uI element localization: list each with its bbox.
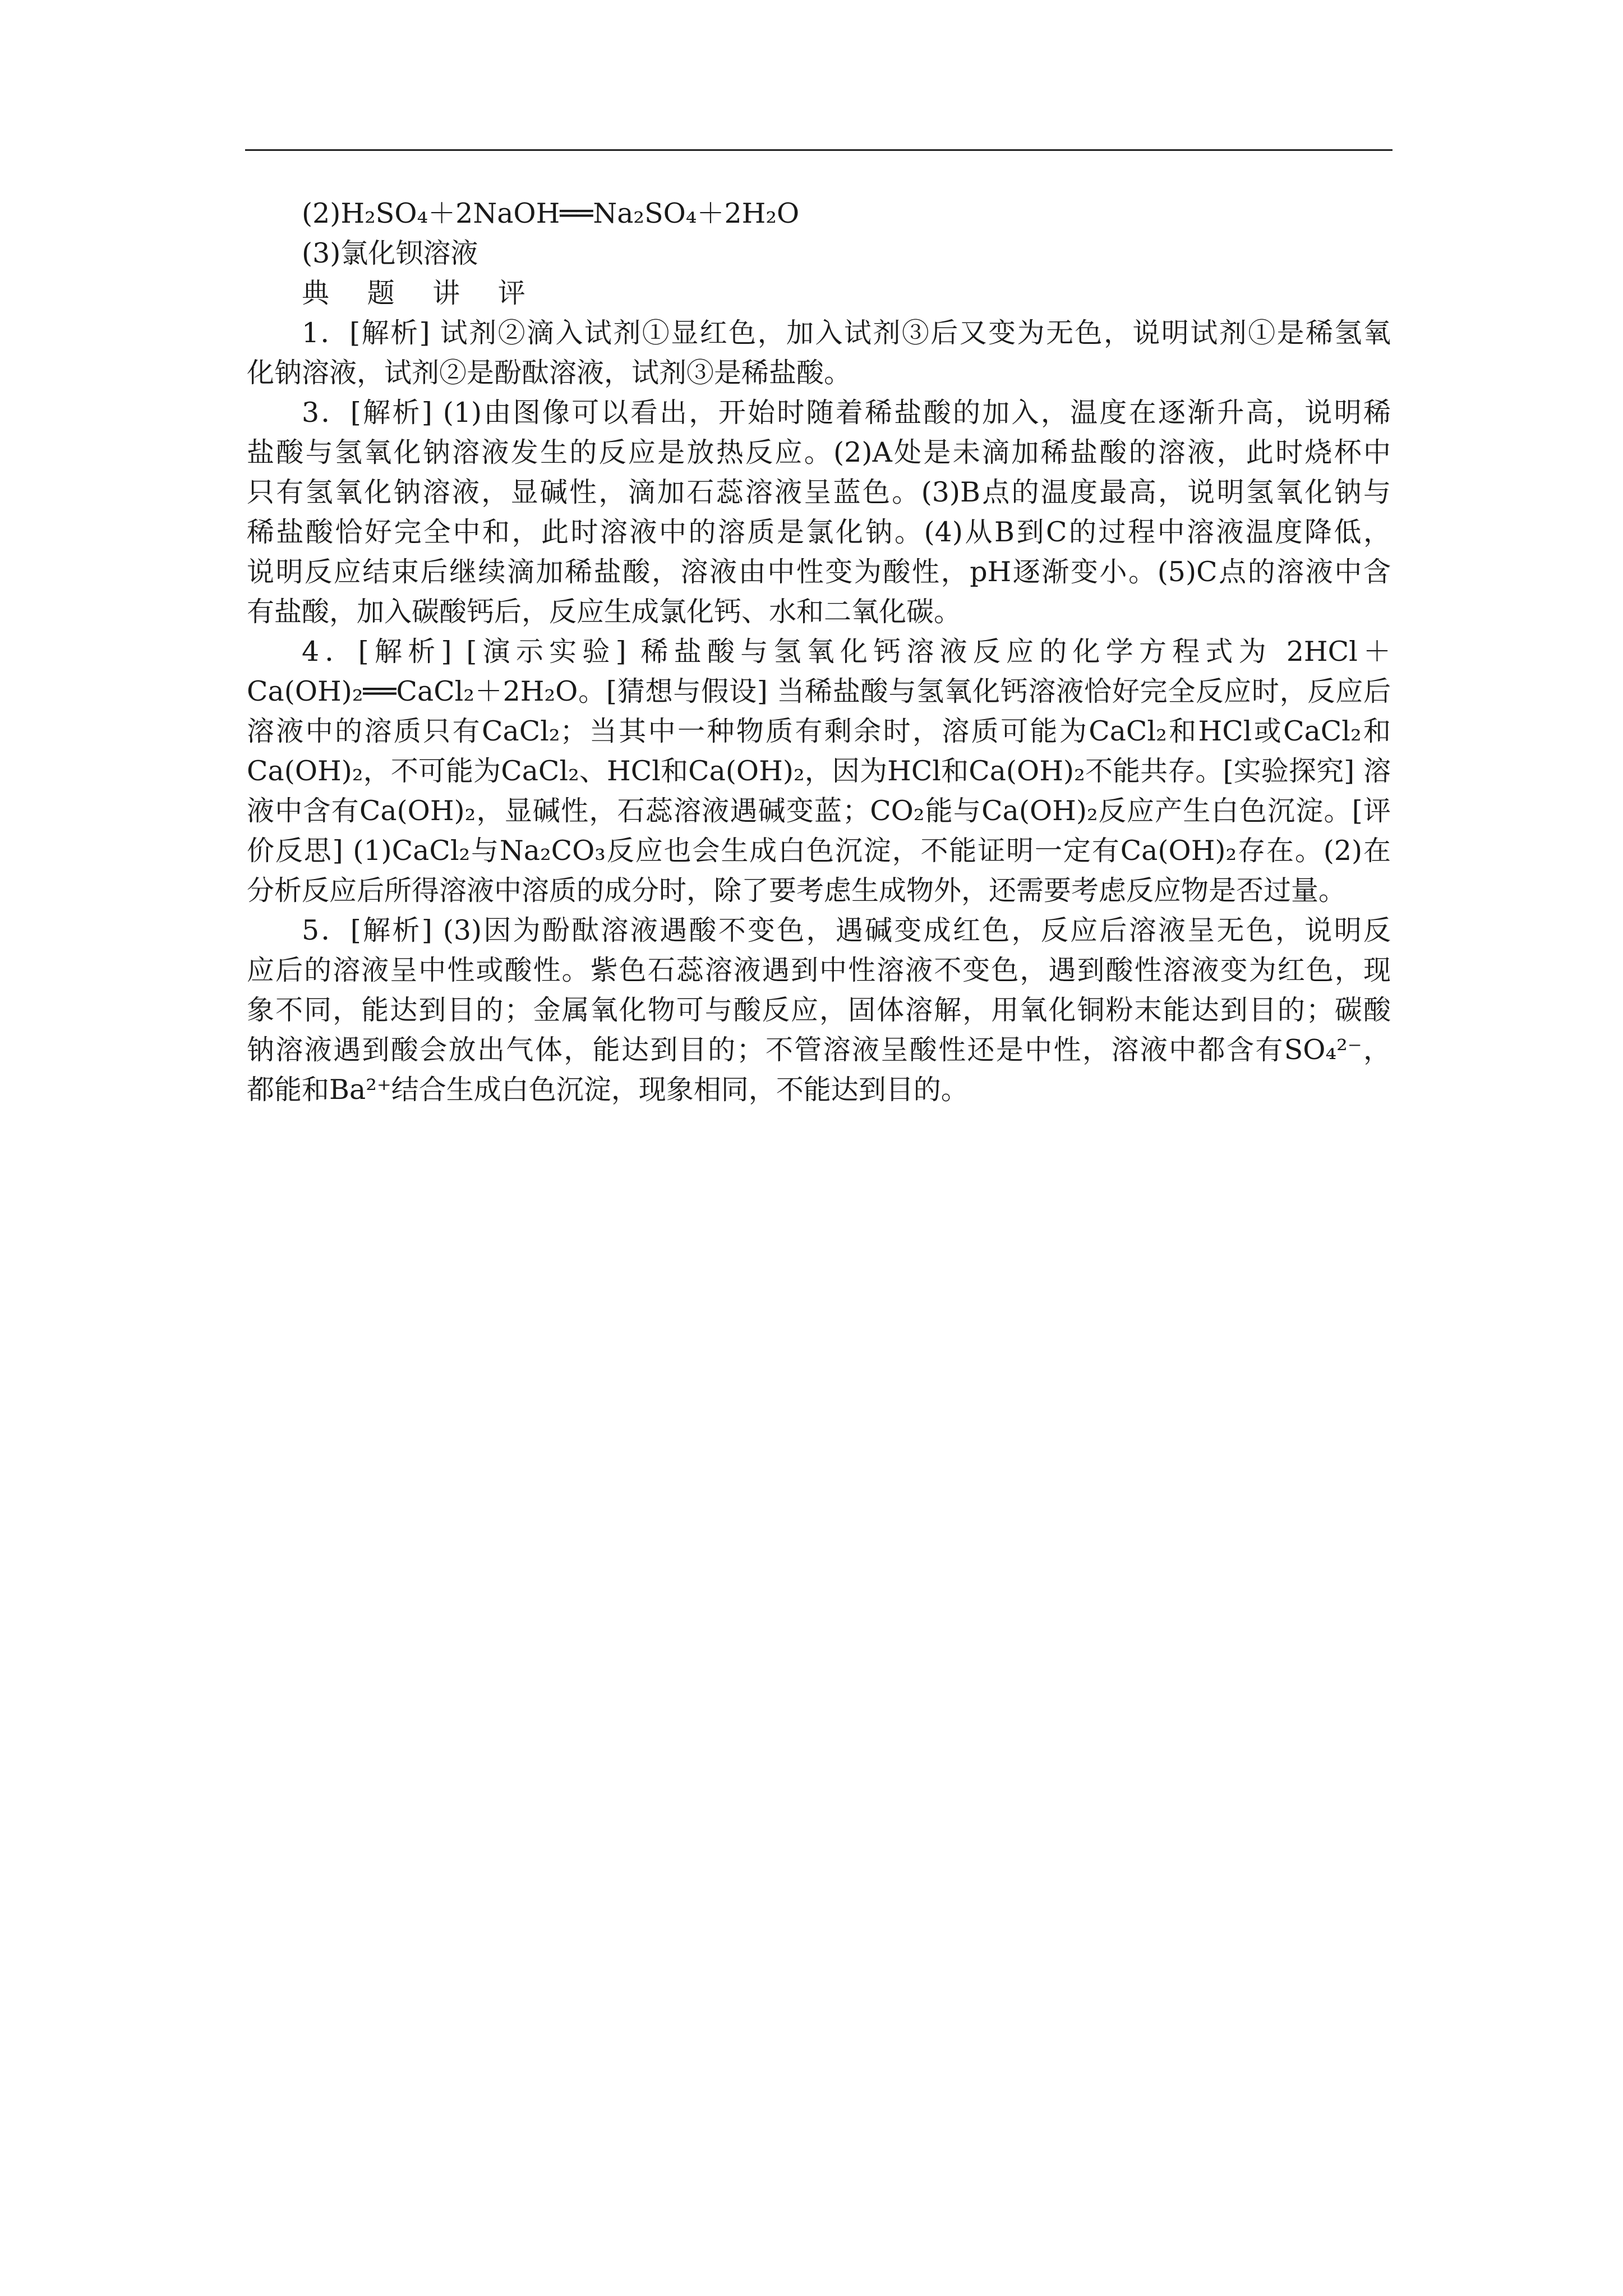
q3-line-3: 只有氢氧化钠溶液，显碱性，滴加石蕊溶液呈蓝色。(3)B点的温度最高，说明氢氧化钠与 [247,476,1391,508]
q5-line-3: 象不同，能达到目的；金属氧化物可与酸反应，固体溶解，用氧化铜粉末能达到目的；碳酸 [247,994,1391,1026]
q5-line-1: 5．[解析] (3)因为酚酞溶液遇酸不变色，遇碱变成红色，反应后溶液呈无色，说明反 [302,914,1391,946]
q3-line-2: 盐酸与氢氧化钠溶液发生的反应是放热反应。(2)A处是未滴加稀盐酸的溶液，此时烧杯中 [247,436,1391,468]
answer-line-equation: (2)H₂SO₄＋2NaOH══Na₂SO₄＋2H₂O [302,197,800,229]
q3-line-5: 说明反应结束后继续滴加稀盐酸，溶液由中性变为酸性，pH逐渐变小。(5)C点的溶液中含 [247,556,1391,588]
answer-line-reagent: (3)氯化钡溶液 [302,237,478,269]
q4-line-3: 溶液中的溶质只有CaCl₂；当其中一种物质有剩余时，溶质可能为CaCl₂和HCl或CaCl₂和 [247,715,1391,747]
q1-line-1: 1．[解析] 试剂②滴入试剂①显红色，加入试剂③后又变为无色，说明试剂①是稀氢氧 [302,317,1391,349]
q4-line-5: 液中含有Ca(OH)₂，显碱性，石蕊溶液遇碱变蓝；CO₂能与Ca(OH)₂反应产生白色沉淀。[评 [247,795,1391,827]
answer-content [247,194,1391,1110]
section-heading: 典 题 讲 评 [302,277,540,309]
q3-line-4: 稀盐酸恰好完全中和，此时溶液中的溶质是氯化钠。(4)从B到C的过程中溶液温度降低， [247,516,1391,548]
q5-line-2: 应后的溶液呈中性或酸性。紫色石蕊溶液遇到中性溶液不变色，遇到酸性溶液变为红色，现 [247,954,1391,986]
q5-line-4: 钠溶液遇到酸会放出气体，能达到目的；不管溶液呈酸性还是中性，溶液中都含有SO₄²⁻， [247,1034,1391,1066]
q1-line-2: 化钠溶液，试剂②是酚酞溶液，试剂③是稀盐酸。 [247,357,852,389]
q4-line-4: Ca(OH)₂，不可能为CaCl₂、HCl和Ca(OH)₂，因为HCl和Ca(OH)₂不能共存。[实验探究] 溶 [247,755,1391,787]
q3-line-1: 3．[解析] (1)由图像可以看出，开始时随着稀盐酸的加入，温度在逐渐升高，说明稀 [302,397,1391,429]
q4-line-2: Ca(OH)₂══CaCl₂＋2H₂O。[猜想与假设] 当稀盐酸与氢氧化钙溶液恰好完全反应时，反应后 [247,675,1391,707]
q3-line-6: 有盐酸，加入碳酸钙后，反应生成氯化钙、水和二氧化碳。 [247,596,962,628]
q5-line-5: 都能和Ba²⁺结合生成白色沉淀，现象相同，不能达到目的。 [247,1074,969,1106]
header-rule [245,149,1393,151]
q4-line-7: 分析反应后所得溶液中溶质的成分时，除了要考虑生成物外，还需要考虑反应物是否过量。 [247,875,1347,907]
q4-line-6: 价反思] (1)CaCl₂与Na₂CO₃反应也会生成白色沉淀，不能证明一定有Ca(OH)₂存在。(2)在 [247,835,1391,867]
q4-line-1: 4．[解析] [演示实验] 稀盐酸与氢氧化钙溶液反应的化学方程式为 2HCl＋ [302,636,1391,668]
